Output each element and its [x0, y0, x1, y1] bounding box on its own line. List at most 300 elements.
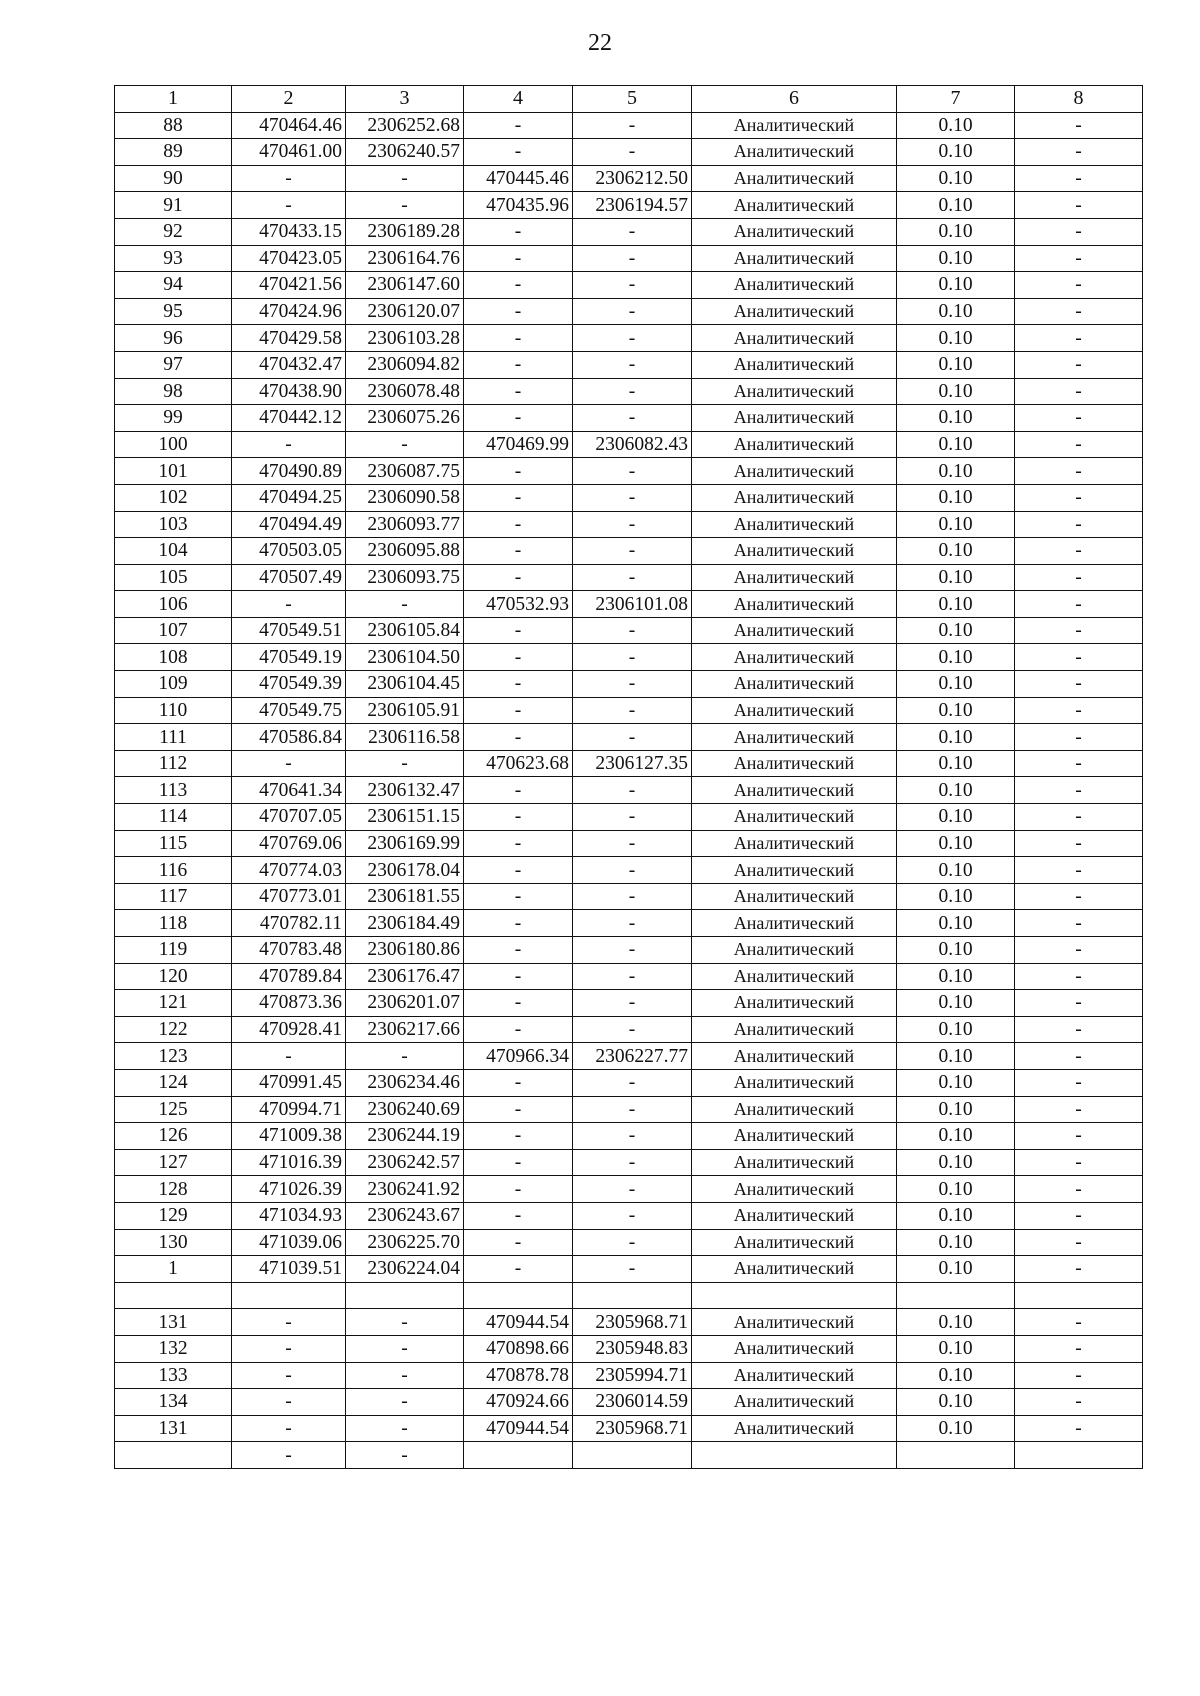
table-cell-col-5: -	[573, 963, 692, 990]
table-cell-col-4: -	[464, 272, 573, 299]
table-cell-col-6: Аналитический	[692, 1202, 897, 1229]
table-cell-col-8: -	[1015, 1202, 1143, 1229]
table-cell-col-4: 470966.34	[464, 1043, 573, 1070]
table-cell-col-4: -	[464, 245, 573, 272]
table-cell-col-2: -	[232, 165, 346, 192]
table-cell-col-8: -	[1015, 378, 1143, 405]
table-cell-col-8: -	[1015, 538, 1143, 565]
table-cell-col-4: -	[464, 830, 573, 857]
table-cell-col-1: 101	[115, 458, 232, 485]
table-cell-col-7: 0.10	[897, 351, 1015, 378]
table-row	[115, 724, 1143, 751]
table-cell-col-6: Аналитический	[692, 750, 897, 777]
table-cell-col-1: 106	[115, 591, 232, 618]
table-cell-col-5: 2306082.43	[573, 431, 692, 458]
table-row	[115, 112, 1143, 139]
column-header-3: 3	[346, 86, 464, 113]
table-cell-col-3: 2306105.84	[346, 617, 464, 644]
table-cell-col-1: 93	[115, 245, 232, 272]
table-row	[115, 1123, 1143, 1150]
table-cell-col-7: 0.10	[897, 830, 1015, 857]
table-cell-col-6: Аналитический	[692, 990, 897, 1017]
table-cell-col-3: -	[346, 192, 464, 219]
table-cell-col-7: 0.10	[897, 777, 1015, 804]
table-cell-col-2: -	[232, 591, 346, 618]
table-cell-col-6: Аналитический	[692, 1149, 897, 1176]
table-cell-col-6: Аналитический	[692, 245, 897, 272]
column-header-6: 6	[692, 86, 897, 113]
table-cell-col-7: 0.10	[897, 378, 1015, 405]
table-cell-col-1: 113	[115, 777, 232, 804]
table-cell-col-1: 90	[115, 165, 232, 192]
table-cell-col-4: 470532.93	[464, 591, 573, 618]
table-cell-col-7: 0.10	[897, 511, 1015, 538]
table-cell-col-5: -	[573, 484, 692, 511]
table-cell-col-4: -	[464, 1069, 573, 1096]
table-cell-col-2: 470494.49	[232, 511, 346, 538]
table-cell-col-1: 121	[115, 990, 232, 1017]
table-cell-col-6: Аналитический	[692, 937, 897, 964]
table-row	[115, 777, 1143, 804]
table-cell-col-6: Аналитический	[692, 298, 897, 325]
table-cell-col-4: -	[464, 671, 573, 698]
table-cell-col-1: 125	[115, 1096, 232, 1123]
table-cell-col-3: 2306241.92	[346, 1176, 464, 1203]
table-cell-col-3: 2306104.45	[346, 671, 464, 698]
table-cell-col-7: 0.10	[897, 245, 1015, 272]
table-cell-col-5: -	[573, 697, 692, 724]
table-cell-col-7: 0.10	[897, 724, 1015, 751]
table-cell-col-5: -	[573, 139, 692, 166]
table-cell-col-5: -	[573, 1016, 692, 1043]
table-cell-col-2: -	[232, 1335, 346, 1362]
table-cell-col-6: Аналитический	[692, 671, 897, 698]
table-cell-col-5: -	[573, 511, 692, 538]
table-row	[115, 804, 1143, 831]
table-row	[115, 697, 1143, 724]
table-cell-col-4: -	[464, 484, 573, 511]
table-cell-col-7: 0.10	[897, 1202, 1015, 1229]
table-cell-col-3: 2306176.47	[346, 963, 464, 990]
table-cell-col-5: -	[573, 538, 692, 565]
table-row	[115, 1415, 1143, 1442]
table-cell-col-1: 130	[115, 1229, 232, 1256]
table-cell-col-8: -	[1015, 1176, 1143, 1203]
table-cell-col-6: Аналитический	[692, 1069, 897, 1096]
table-cell-col-4: -	[464, 1176, 573, 1203]
table-cell-col-3: -	[346, 1043, 464, 1070]
table-cell-col-8: -	[1015, 671, 1143, 698]
table-cell-col-3: 2306078.48	[346, 378, 464, 405]
table-cell-col-4: -	[464, 644, 573, 671]
table-row	[115, 1362, 1143, 1389]
table-cell-col-2: 471039.06	[232, 1229, 346, 1256]
table-row	[115, 644, 1143, 671]
table-row	[115, 1442, 1143, 1469]
table-row	[115, 511, 1143, 538]
table-cell-col-8: -	[1015, 857, 1143, 884]
table-cell-col-5: -	[573, 1096, 692, 1123]
table-row	[115, 617, 1143, 644]
table-cell-col-3: -	[346, 591, 464, 618]
table-cell-col-6: Аналитический	[692, 1016, 897, 1043]
table-cell-col-2: 470549.19	[232, 644, 346, 671]
table-cell-col-2: 470641.34	[232, 777, 346, 804]
table-cell-col-6: Аналитический	[692, 1043, 897, 1070]
table-cell-col-8: -	[1015, 1309, 1143, 1336]
table-cell-col-6: Аналитический	[692, 564, 897, 591]
table-cell-col-7: 0.10	[897, 697, 1015, 724]
table-cell-col-5: -	[573, 1202, 692, 1229]
table-cell-col-2: 470994.71	[232, 1096, 346, 1123]
table-cell-col-2: 470782.11	[232, 910, 346, 937]
table-cell-col-2: 470769.06	[232, 830, 346, 857]
table-cell-col-7: 0.10	[897, 937, 1015, 964]
table-cell-col-6: Аналитический	[692, 1309, 897, 1336]
table-cell-col-7: 0.10	[897, 1043, 1015, 1070]
table-row	[115, 1229, 1143, 1256]
table-cell-col-6: Аналитический	[692, 1229, 897, 1256]
table-cell-col-3: -	[346, 165, 464, 192]
table-cell-col-4: -	[464, 697, 573, 724]
table-cell-col-6: Аналитический	[692, 378, 897, 405]
table-cell-col-2: 470991.45	[232, 1069, 346, 1096]
table-cell-col-7	[897, 1282, 1015, 1309]
table-cell-col-3: 2306224.04	[346, 1256, 464, 1283]
table-cell-col-7: 0.10	[897, 857, 1015, 884]
table-cell-col-2: -	[232, 750, 346, 777]
table-cell-col-8: -	[1015, 139, 1143, 166]
table-cell-col-4: 470469.99	[464, 431, 573, 458]
table-cell-col-1: 124	[115, 1069, 232, 1096]
table-cell-col-2: 470429.58	[232, 325, 346, 352]
table-cell-col-3: 2306093.77	[346, 511, 464, 538]
table-cell-col-2: 470928.41	[232, 1016, 346, 1043]
table-cell-col-2: 470549.75	[232, 697, 346, 724]
table-cell-col-7: 0.10	[897, 591, 1015, 618]
table-cell-col-8: -	[1015, 937, 1143, 964]
table-cell-col-3: 2306116.58	[346, 724, 464, 751]
table-row	[115, 245, 1143, 272]
table-cell-col-2: -	[232, 431, 346, 458]
table-cell-col-8: -	[1015, 165, 1143, 192]
table-cell-col-7: 0.10	[897, 1016, 1015, 1043]
table-cell-col-1: 126	[115, 1123, 232, 1150]
table-cell-col-7: 0.10	[897, 272, 1015, 299]
table-cell-col-6: Аналитический	[692, 272, 897, 299]
table-cell-col-1: 96	[115, 325, 232, 352]
table-cell-col-8: -	[1015, 298, 1143, 325]
table-cell-col-4: -	[464, 1123, 573, 1150]
table-cell-col-4: -	[464, 883, 573, 910]
table-cell-col-6: Аналитический	[692, 804, 897, 831]
table-cell-col-6: Аналитический	[692, 112, 897, 139]
table-cell-col-2: 470507.49	[232, 564, 346, 591]
table-row	[115, 1256, 1143, 1283]
table-cell-col-1: 100	[115, 431, 232, 458]
column-header-8: 8	[1015, 86, 1143, 113]
table-row	[115, 883, 1143, 910]
table-cell-col-8	[1015, 1442, 1143, 1469]
table-cell-col-6: Аналитический	[692, 431, 897, 458]
table-cell-col-6: Аналитический	[692, 617, 897, 644]
table-cell-col-2: -	[232, 1309, 346, 1336]
column-header-4: 4	[464, 86, 573, 113]
table-cell-col-3: 2306242.57	[346, 1149, 464, 1176]
table-cell-col-4: -	[464, 378, 573, 405]
table-cell-col-8: -	[1015, 1016, 1143, 1043]
table-cell-col-1: 95	[115, 298, 232, 325]
table-row	[115, 484, 1143, 511]
table-cell-col-8: -	[1015, 1256, 1143, 1283]
table-cell-col-2: 471039.51	[232, 1256, 346, 1283]
table-cell-col-2: 471009.38	[232, 1123, 346, 1150]
column-header-2: 2	[232, 86, 346, 113]
table-cell-col-5: -	[573, 644, 692, 671]
table-row	[115, 351, 1143, 378]
table-cell-col-6: Аналитический	[692, 538, 897, 565]
table-cell-col-1: 132	[115, 1335, 232, 1362]
table-cell-col-2: 470421.56	[232, 272, 346, 299]
table-cell-col-4: -	[464, 1096, 573, 1123]
table-cell-col-4: 470924.66	[464, 1389, 573, 1416]
table-cell-col-7: 0.10	[897, 883, 1015, 910]
table-cell-col-3: -	[346, 1335, 464, 1362]
table-cell-col-5: -	[573, 405, 692, 432]
table-cell-col-8: -	[1015, 1362, 1143, 1389]
table-row	[115, 1309, 1143, 1336]
table-cell-col-2: 471026.39	[232, 1176, 346, 1203]
table-row	[115, 272, 1143, 299]
table-row	[115, 218, 1143, 245]
table-cell-col-6	[692, 1442, 897, 1469]
table-cell-col-3: 2306243.67	[346, 1202, 464, 1229]
table-cell-col-3: -	[346, 1309, 464, 1336]
table-cell-col-2: 470873.36	[232, 990, 346, 1017]
table-row	[115, 1096, 1143, 1123]
table-cell-col-3: 2306181.55	[346, 883, 464, 910]
table-cell-col-8: -	[1015, 272, 1143, 299]
table-cell-col-4: -	[464, 538, 573, 565]
table-row	[115, 1282, 1143, 1309]
table-row	[115, 1069, 1143, 1096]
table-cell-col-4: -	[464, 218, 573, 245]
table-cell-col-4: 470878.78	[464, 1362, 573, 1389]
table-cell-col-8: -	[1015, 883, 1143, 910]
table-row	[115, 591, 1143, 618]
table-cell-col-1: 88	[115, 112, 232, 139]
table-cell-col-3: 2306095.88	[346, 538, 464, 565]
table-cell-col-1: 112	[115, 750, 232, 777]
table-cell-col-4: -	[464, 804, 573, 831]
table-cell-col-7: 0.10	[897, 1229, 1015, 1256]
table-cell-col-3: 2306120.07	[346, 298, 464, 325]
table-cell-col-4: 470445.46	[464, 165, 573, 192]
table-cell-col-8: -	[1015, 697, 1143, 724]
table-cell-col-4: -	[464, 777, 573, 804]
table-cell-col-7: 0.10	[897, 431, 1015, 458]
table-cell-col-7: 0.10	[897, 1149, 1015, 1176]
table-cell-col-8: -	[1015, 218, 1143, 245]
table-row	[115, 1016, 1143, 1043]
table-row	[115, 538, 1143, 565]
table-row	[115, 192, 1143, 219]
table-cell-col-4: -	[464, 857, 573, 884]
table-cell-col-3: 2306104.50	[346, 644, 464, 671]
table-cell-col-2: 470490.89	[232, 458, 346, 485]
table-row	[115, 165, 1143, 192]
table-cell-col-6: Аналитический	[692, 777, 897, 804]
table-cell-col-3: 2306164.76	[346, 245, 464, 272]
table-cell-col-4: -	[464, 112, 573, 139]
table-cell-col-1: 131	[115, 1309, 232, 1336]
table-cell-col-3: 2306240.69	[346, 1096, 464, 1123]
table-cell-col-5: -	[573, 272, 692, 299]
table-cell-col-3: 2306090.58	[346, 484, 464, 511]
table-cell-col-1: 104	[115, 538, 232, 565]
table-cell-col-6: Аналитический	[692, 1096, 897, 1123]
table-cell-col-8: -	[1015, 1069, 1143, 1096]
table-cell-col-3: 2306132.47	[346, 777, 464, 804]
table-row	[115, 990, 1143, 1017]
table-row	[115, 1335, 1143, 1362]
table-row	[115, 378, 1143, 405]
table-row	[115, 1176, 1143, 1203]
table-cell-col-1: 116	[115, 857, 232, 884]
table-cell-col-4: -	[464, 1202, 573, 1229]
table-cell-col-5: -	[573, 857, 692, 884]
table-cell-col-4: 470435.96	[464, 192, 573, 219]
table-cell-col-3: 2306178.04	[346, 857, 464, 884]
table-cell-col-6: Аналитический	[692, 458, 897, 485]
table-cell-col-1: 99	[115, 405, 232, 432]
table-cell-col-8: -	[1015, 830, 1143, 857]
table-cell-col-1: 114	[115, 804, 232, 831]
table-cell-col-2: 470549.39	[232, 671, 346, 698]
table-cell-col-3	[346, 1282, 464, 1309]
table-cell-col-7: 0.10	[897, 910, 1015, 937]
table-cell-col-5: -	[573, 351, 692, 378]
table-row	[115, 139, 1143, 166]
table-cell-col-4: -	[464, 564, 573, 591]
table-cell-col-1: 92	[115, 218, 232, 245]
table-cell-col-5: -	[573, 378, 692, 405]
table-row	[115, 857, 1143, 884]
table-cell-col-3: 2306093.75	[346, 564, 464, 591]
table-cell-col-6: Аналитический	[692, 883, 897, 910]
table-cell-col-5: -	[573, 990, 692, 1017]
table-row	[115, 1202, 1143, 1229]
table-cell-col-5: -	[573, 218, 692, 245]
table-cell-col-7: 0.10	[897, 192, 1015, 219]
table-cell-col-7: 0.10	[897, 1096, 1015, 1123]
table-cell-col-1: 89	[115, 139, 232, 166]
table-cell-col-2: 470432.47	[232, 351, 346, 378]
table-cell-col-5: 2306227.77	[573, 1043, 692, 1070]
table-cell-col-2: 470707.05	[232, 804, 346, 831]
table-cell-col-6: Аналитический	[692, 1362, 897, 1389]
table-cell-col-5: -	[573, 1229, 692, 1256]
table-row	[115, 325, 1143, 352]
table-cell-col-8: -	[1015, 325, 1143, 352]
table-cell-col-2: 470774.03	[232, 857, 346, 884]
table-cell-col-7: 0.10	[897, 1256, 1015, 1283]
table-cell-col-1: 115	[115, 830, 232, 857]
table-cell-col-7: 0.10	[897, 165, 1015, 192]
table-cell-col-3: -	[346, 1442, 464, 1469]
table-cell-col-2: 470494.25	[232, 484, 346, 511]
table-cell-col-1: 108	[115, 644, 232, 671]
table-cell-col-2: 470433.15	[232, 218, 346, 245]
table-cell-col-8: -	[1015, 431, 1143, 458]
table-cell-col-8: -	[1015, 484, 1143, 511]
table-cell-col-6: Аналитический	[692, 1415, 897, 1442]
table-row	[115, 1389, 1143, 1416]
table-cell-col-2: -	[232, 1389, 346, 1416]
table-cell-col-4: -	[464, 351, 573, 378]
table-cell-col-4: -	[464, 617, 573, 644]
table-cell-col-8: -	[1015, 617, 1143, 644]
table-cell-col-1	[115, 1442, 232, 1469]
table-cell-col-4: -	[464, 298, 573, 325]
table-cell-col-4: -	[464, 937, 573, 964]
table-cell-col-2: 470789.84	[232, 963, 346, 990]
table-cell-col-2: 471016.39	[232, 1149, 346, 1176]
table-cell-col-5: -	[573, 1149, 692, 1176]
table-cell-col-8: -	[1015, 963, 1143, 990]
table-cell-col-2: 470783.48	[232, 937, 346, 964]
table-cell-col-6: Аналитический	[692, 139, 897, 166]
table-cell-col-4: -	[464, 405, 573, 432]
table-cell-col-3: 2306103.28	[346, 325, 464, 352]
table-cell-col-3: 2306180.86	[346, 937, 464, 964]
table-cell-col-5: -	[573, 1256, 692, 1283]
table-cell-col-4: 470898.66	[464, 1335, 573, 1362]
table-cell-col-1: 127	[115, 1149, 232, 1176]
table-cell-col-8: -	[1015, 192, 1143, 219]
table-cell-col-1: 105	[115, 564, 232, 591]
table-cell-col-2: -	[232, 1415, 346, 1442]
table-cell-col-1	[115, 1282, 232, 1309]
table-cell-col-8: -	[1015, 1096, 1143, 1123]
table-cell-col-5: 2305968.71	[573, 1415, 692, 1442]
table-cell-col-2	[232, 1282, 346, 1309]
table-cell-col-1: 109	[115, 671, 232, 698]
table-cell-col-7: 0.10	[897, 1335, 1015, 1362]
table-cell-col-5: -	[573, 1069, 692, 1096]
table-cell-col-5	[573, 1282, 692, 1309]
table-cell-col-1: 1	[115, 1256, 232, 1283]
table-row	[115, 963, 1143, 990]
table-cell-col-5: -	[573, 1176, 692, 1203]
table-cell-col-5: -	[573, 245, 692, 272]
table-cell-col-8: -	[1015, 1043, 1143, 1070]
table-cell-col-4: 470623.68	[464, 750, 573, 777]
table-cell-col-6: Аналитический	[692, 963, 897, 990]
table-row	[115, 564, 1143, 591]
table-cell-col-5: -	[573, 671, 692, 698]
table-cell-col-4: -	[464, 1016, 573, 1043]
table-cell-col-8: -	[1015, 1123, 1143, 1150]
table-cell-col-3: 2306147.60	[346, 272, 464, 299]
table-cell-col-8: -	[1015, 1389, 1143, 1416]
table-cell-col-7: 0.10	[897, 405, 1015, 432]
table-cell-col-2: 470503.05	[232, 538, 346, 565]
table-cell-col-1: 129	[115, 1202, 232, 1229]
table-cell-col-4	[464, 1282, 573, 1309]
table-cell-col-6: Аналитический	[692, 697, 897, 724]
table-cell-col-2: 471034.93	[232, 1202, 346, 1229]
